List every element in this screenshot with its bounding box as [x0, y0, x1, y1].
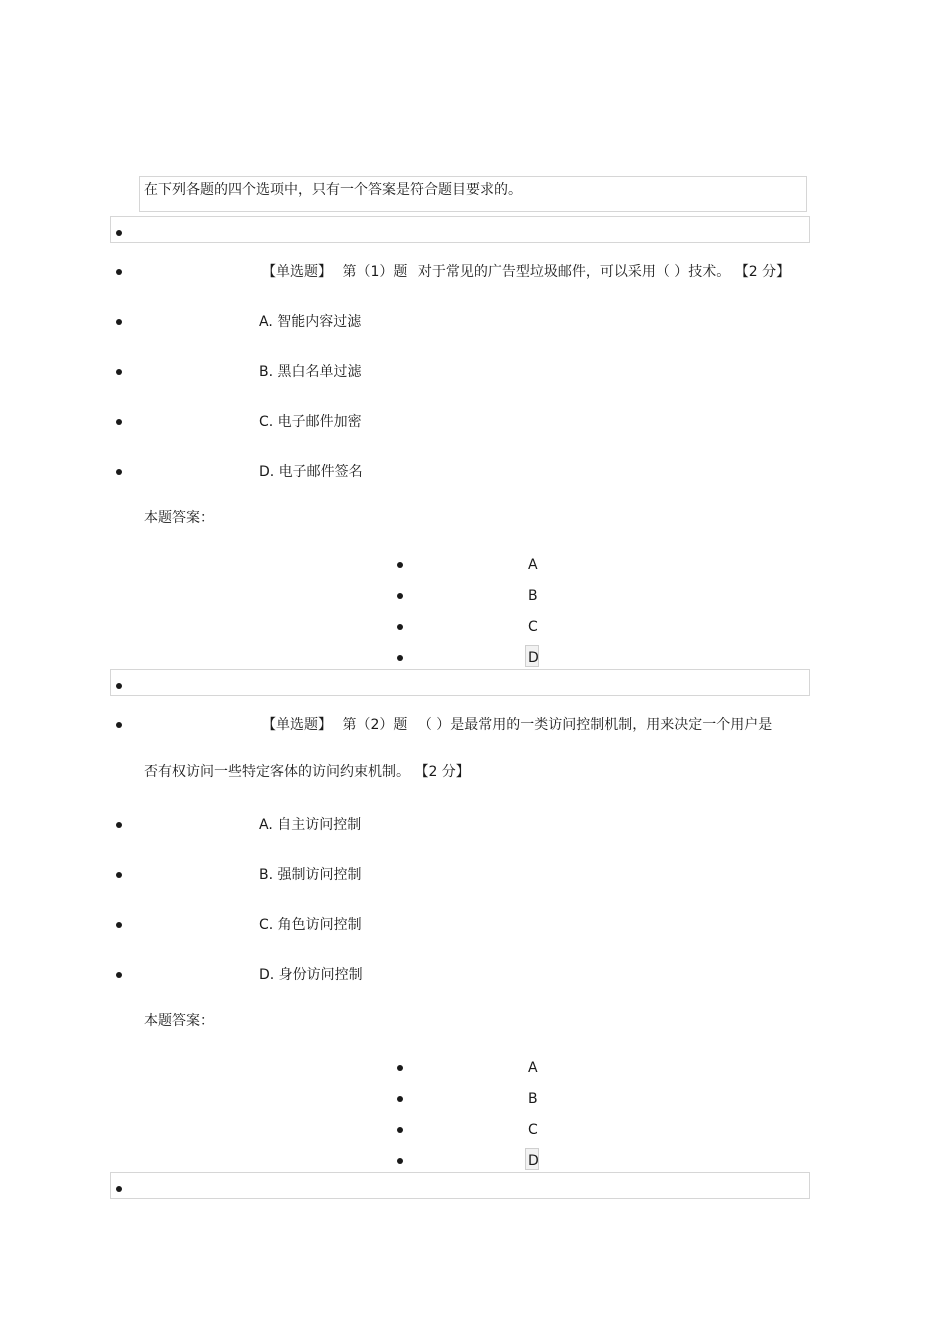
question-2-header: [262, 715, 772, 735]
option-d[interactable]: D. 电子邮件签名: [259, 464, 363, 480]
answer-choice-b[interactable]: B: [528, 1091, 538, 1107]
question-stem: 对于常见的广告型垃圾邮件，可以采用（ ）技术。 【2 分】: [417, 264, 791, 280]
answer-choice-d[interactable]: D: [528, 1153, 539, 1169]
list-bullet: [397, 655, 403, 661]
answer-choice-d[interactable]: D: [528, 650, 539, 666]
list-bullet: [397, 562, 403, 568]
answer-label: 本题答案：: [144, 510, 214, 526]
separator-row: [110, 216, 810, 243]
list-bullet: [116, 269, 122, 275]
list-bullet: [116, 230, 122, 236]
list-bullet: [397, 1127, 403, 1133]
list-bullet: [116, 319, 122, 325]
question-stem-continued: 否有权访问一些特定客体的访问约束机制。 【2 分】: [144, 764, 470, 780]
option-d[interactable]: D. 身份访问控制: [259, 967, 363, 983]
question-number: 第（1）题: [342, 264, 408, 280]
instruction-text: 在下列各题的四个选项中，只有一个答案是符合题目要求的。: [144, 182, 522, 198]
answer-choice-c[interactable]: C: [528, 1122, 538, 1138]
answer-choice-c[interactable]: C: [528, 619, 538, 635]
option-b[interactable]: B. 强制访问控制: [259, 867, 362, 883]
separator-row: [110, 669, 810, 696]
question-1-header: [262, 262, 790, 282]
list-bullet: [397, 624, 403, 630]
question-number: 第（2）题: [342, 717, 408, 733]
answer-label: 本题答案：: [144, 1013, 214, 1029]
list-bullet: [116, 822, 122, 828]
list-bullet: [116, 872, 122, 878]
list-bullet: [116, 683, 122, 689]
list-bullet: [397, 1158, 403, 1164]
option-a[interactable]: A. 智能内容过滤: [259, 314, 362, 330]
list-bullet: [116, 369, 122, 375]
question-type-tag: 【单选题】: [262, 264, 332, 280]
option-a[interactable]: A. 自主访问控制: [259, 817, 362, 833]
list-bullet: [397, 1065, 403, 1071]
option-c[interactable]: C. 角色访问控制: [259, 917, 362, 933]
list-bullet: [116, 972, 122, 978]
list-bullet: [116, 722, 122, 728]
answer-choice-a[interactable]: A: [528, 1060, 538, 1076]
option-c[interactable]: C. 电子邮件加密: [259, 414, 362, 430]
separator-row: [110, 1172, 810, 1199]
answer-choice-a[interactable]: A: [528, 557, 538, 573]
option-b[interactable]: B. 黑白名单过滤: [259, 364, 362, 380]
answer-choice-b[interactable]: B: [528, 588, 538, 604]
list-bullet: [397, 593, 403, 599]
list-bullet: [116, 419, 122, 425]
question-type-tag: 【单选题】: [262, 717, 332, 733]
list-bullet: [116, 1186, 122, 1192]
list-bullet: [116, 469, 122, 475]
list-bullet: [116, 922, 122, 928]
list-bullet: [397, 1096, 403, 1102]
question-stem: （ ）是最常用的一类访问控制机制，用来决定一个用户是: [417, 717, 773, 733]
